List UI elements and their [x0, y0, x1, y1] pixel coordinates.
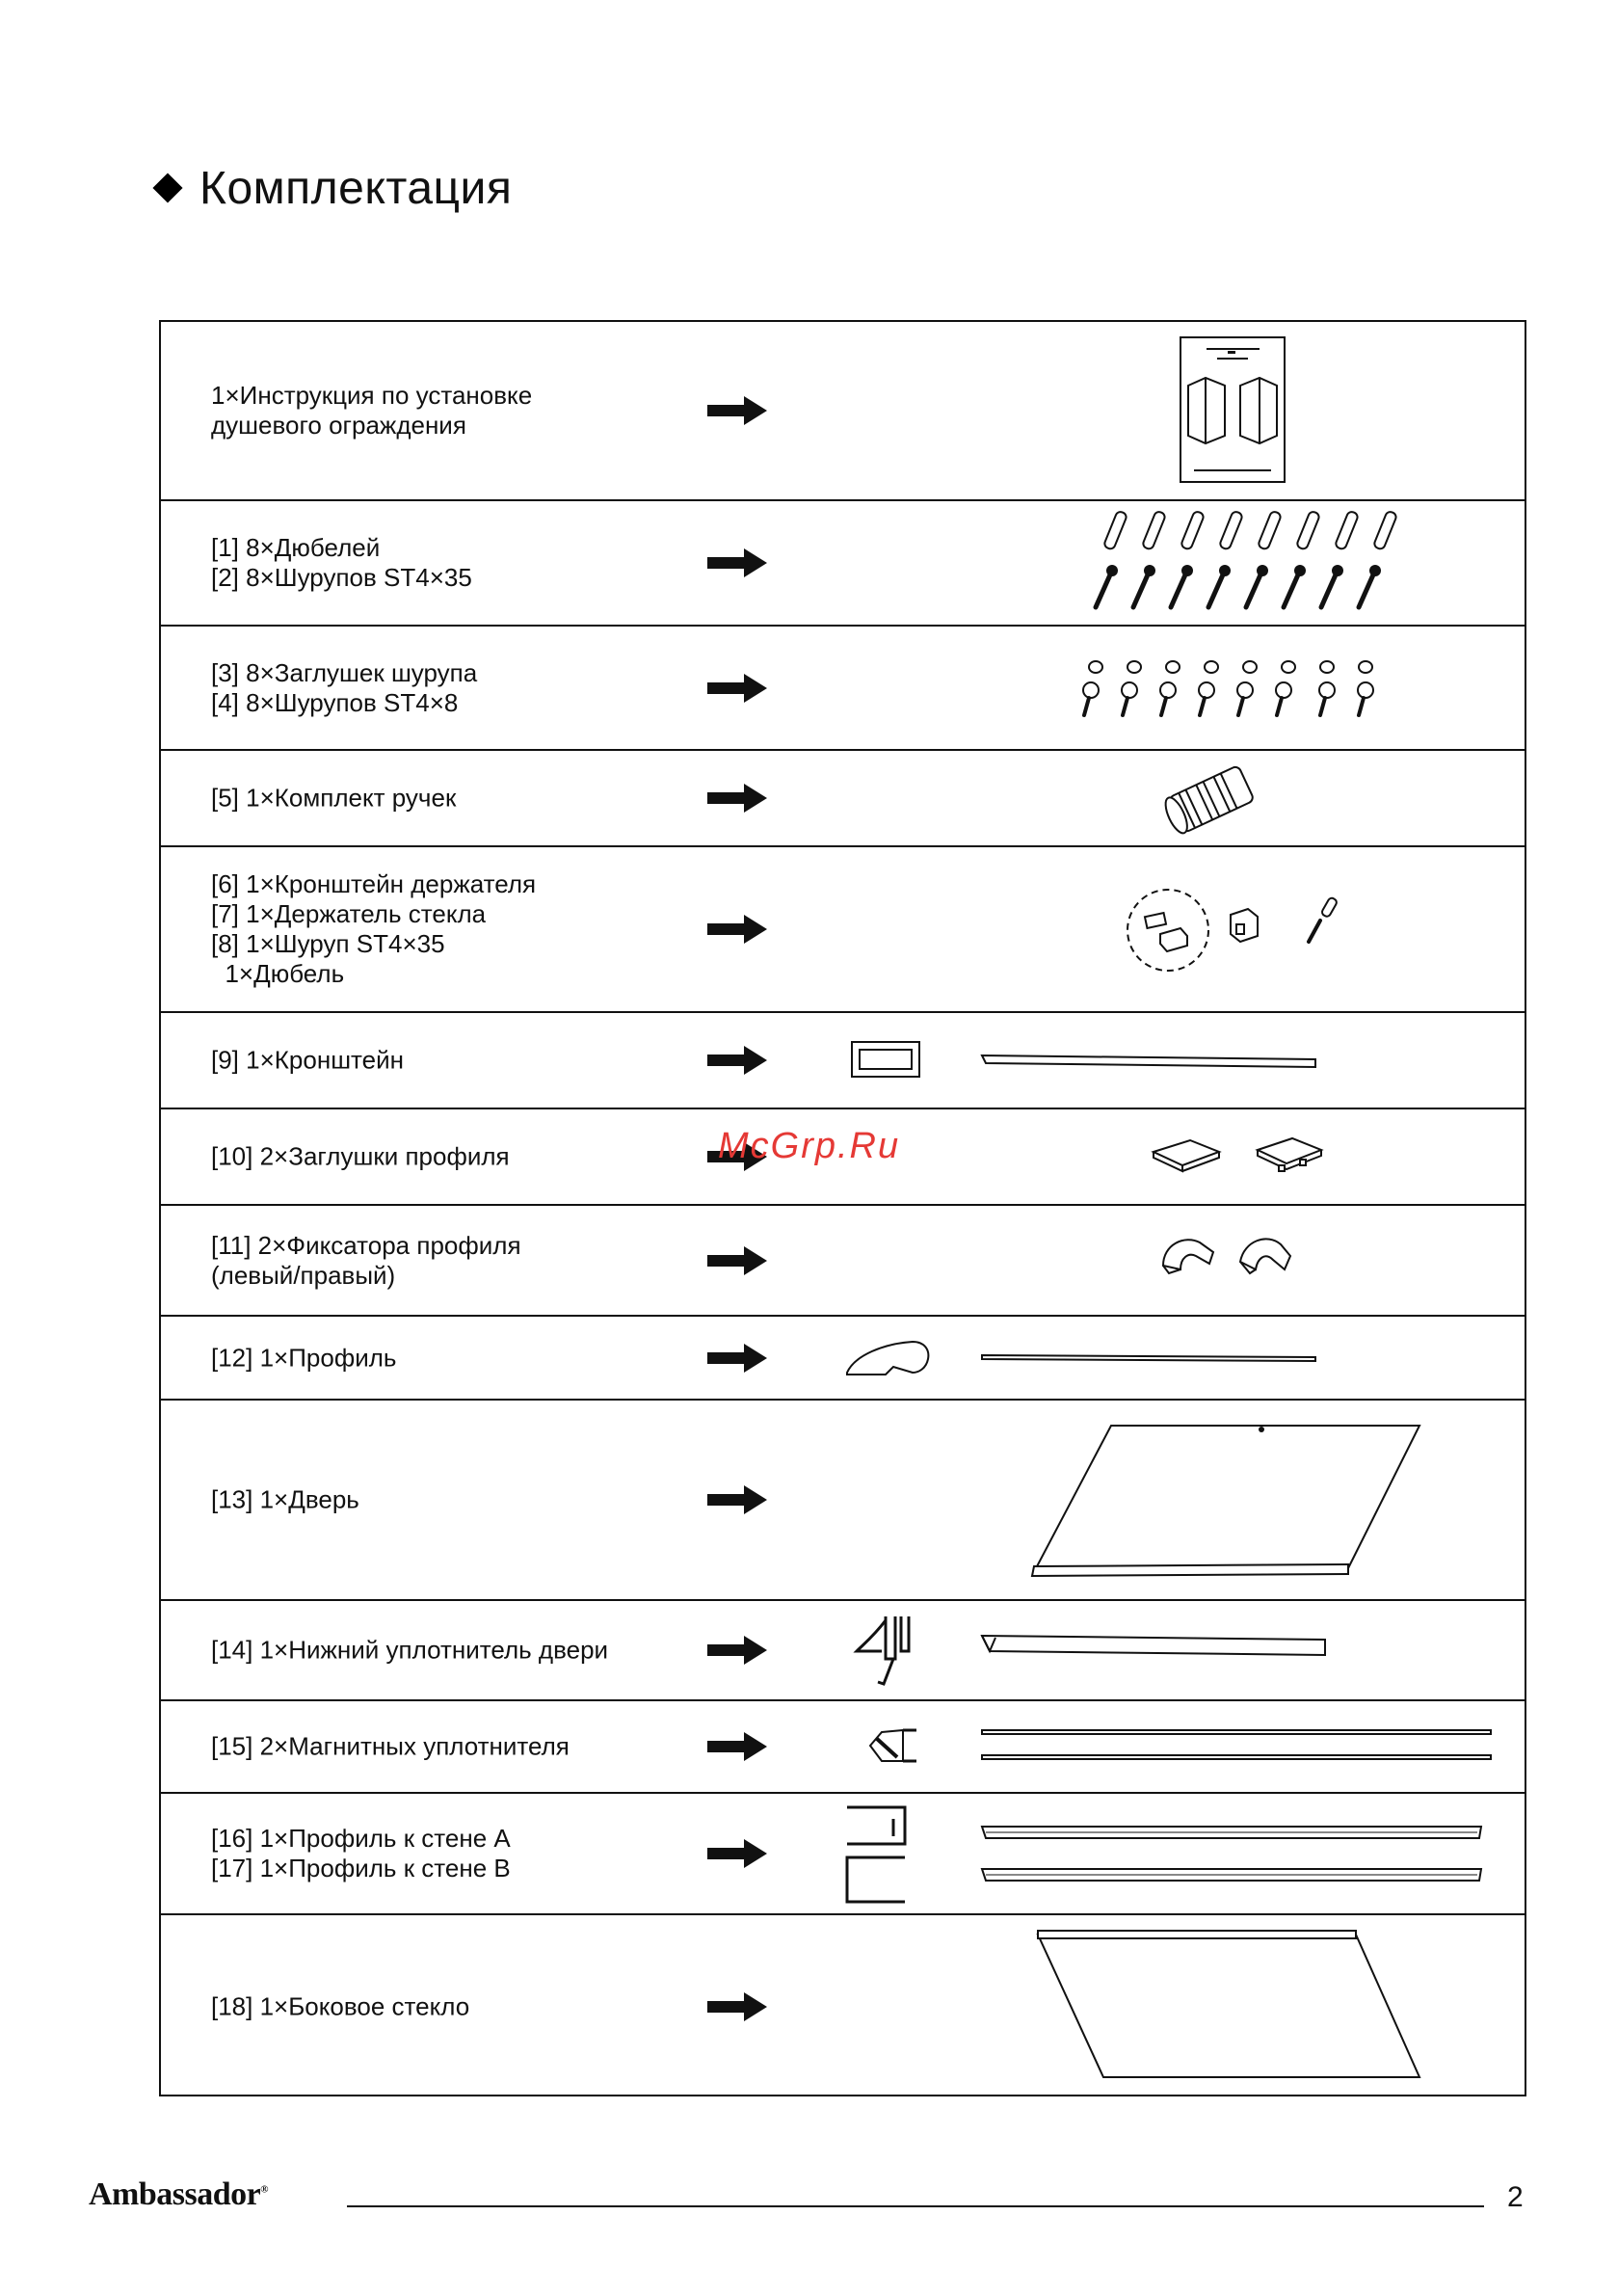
table-row: [161, 751, 1525, 847]
row-label: [15] 2×Магнитных уплотнителя: [211, 1731, 570, 1761]
footer-divider: [347, 2205, 1484, 2207]
table-row: [161, 1013, 1525, 1109]
row-label: [16] 1×Профиль к стене A [17] 1×Профиль к стене B: [211, 1824, 511, 1882]
row-label: [3] 8×Заглушек шурупа [4] 8×Шурупов ST4×8: [211, 657, 478, 717]
table-row: [161, 1206, 1525, 1317]
glass-holder-kit-icon: [161, 847, 1528, 1013]
bottom-seal-icon: [161, 1601, 1528, 1701]
profile-icon: [161, 1317, 1528, 1401]
dowels-and-screws-icon: [161, 501, 1528, 627]
table-row: [161, 627, 1525, 751]
table-row: [161, 1915, 1525, 2098]
watermark: McGrp.Ru: [718, 1126, 901, 1166]
diamond-bullet-icon: [152, 173, 182, 202]
row-label: [13] 1×Дверь: [211, 1484, 359, 1514]
table-row: [161, 1701, 1525, 1794]
page-number: 2: [1507, 2181, 1524, 2213]
caps-and-short-screws-icon: [161, 627, 1528, 751]
table-row: [161, 322, 1525, 501]
table-row: [161, 1794, 1525, 1915]
row-label: [14] 1×Нижний уплотнитель двери: [211, 1635, 609, 1665]
registered-mark: ®: [260, 2183, 268, 2196]
manual-booklet-icon: [161, 322, 1528, 501]
row-label: [18] 1×Боковое стекло: [211, 1991, 470, 2021]
row-label: 1×Инструкция по установке душевого ограждения: [211, 381, 533, 440]
door-glass-icon: [161, 1401, 1528, 1601]
wall-profiles-icon: [161, 1794, 1528, 1915]
parts-table: [159, 320, 1526, 2096]
table-row: [161, 1601, 1525, 1701]
row-label: [5] 1×Комплект ручек: [211, 783, 457, 813]
page-title: Комплектация: [199, 162, 513, 214]
row-label: [10] 2×Заглушки профиля: [211, 1141, 510, 1171]
row-label: [11] 2×Фиксатора профиля (левый/правый): [211, 1230, 521, 1290]
handle-set-icon: [161, 751, 1528, 847]
table-row: [161, 847, 1525, 1013]
row-label: [12] 1×Профиль: [211, 1343, 397, 1372]
table-row: [161, 501, 1525, 627]
profile-clamps-icon: [161, 1206, 1528, 1317]
brand-name: Ambassador: [89, 2176, 261, 2212]
section-heading: [157, 159, 512, 217]
row-label: [9] 1×Кронштейн: [211, 1045, 405, 1075]
brand-logo: [89, 2176, 268, 2213]
bracket-icon: [161, 1013, 1528, 1109]
table-row: [161, 1317, 1525, 1401]
side-glass-icon: [161, 1915, 1528, 2098]
row-label: [6] 1×Кронштейн держателя [7] 1×Держатель стекла [8] 1×Шуруп ST4×35 1×Дюбель: [211, 869, 537, 988]
magnetic-seals-icon: [161, 1701, 1528, 1794]
row-label: [1] 8×Дюбелей [2] 8×Шурупов ST4×35: [211, 533, 472, 592]
table-row: [161, 1401, 1525, 1601]
